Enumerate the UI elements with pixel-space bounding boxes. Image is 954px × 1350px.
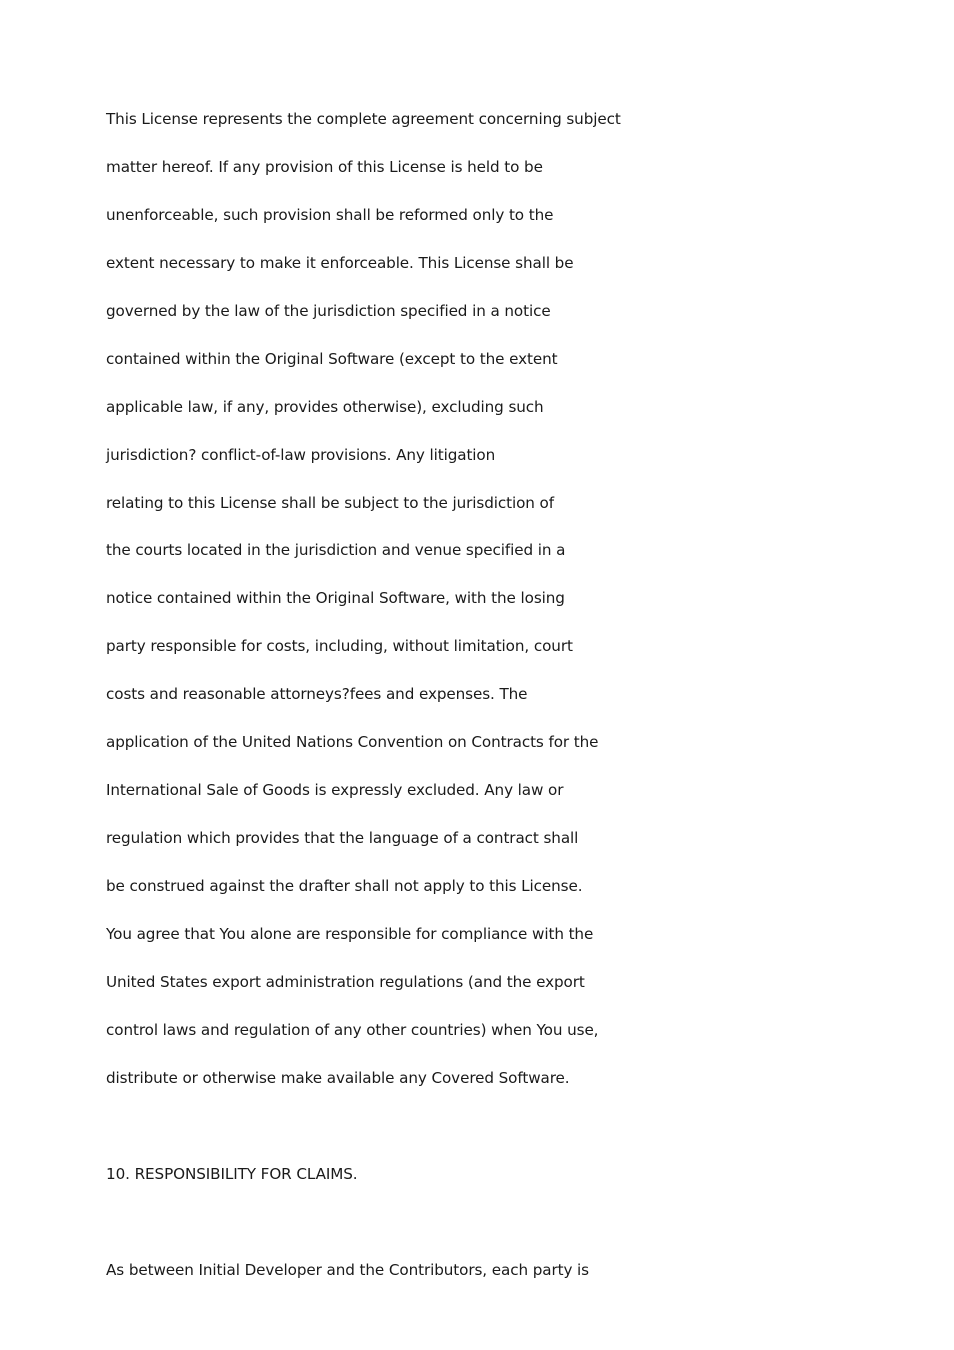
- text-line: You agree that You alone are responsible for compliance with the: [106, 924, 594, 943]
- text-line: application of the United Nations Convention on Contracts for the: [106, 733, 599, 752]
- text-line: party responsible for costs, including, without limitation, court: [106, 637, 573, 656]
- blank-line: [106, 1103, 826, 1151]
- text-line: be construed against the drafter shall not apply to this License.: [106, 877, 583, 895]
- text-line: International Sale of Goods is expressly excluded. Any law or: [106, 781, 564, 800]
- text-line: This License represents the complete agreement concerning subject: [106, 110, 621, 128]
- text-line: matter hereof. If any provision of this License is held to be: [106, 157, 543, 176]
- text-line: regulation which provides that the language of a contract shall: [106, 829, 579, 848]
- text-line: control laws and regulation of any other countries) when You use,: [106, 1020, 599, 1039]
- text-line: contained within the Original Software (except to the extent: [106, 349, 558, 368]
- text-line: applicable law, if any, provides otherwise), excluding such: [106, 397, 544, 416]
- text-line: costs and reasonable attorneys?fees and expenses. The: [106, 685, 528, 704]
- text-line: governed by the law of the jurisdiction specified in a notice: [106, 301, 551, 320]
- text-line: extent necessary to make it enforceable. This License shall be: [106, 253, 574, 272]
- document-body: [106, 96, 826, 1294]
- paragraph-governing-law: [106, 96, 826, 1103]
- section-heading: 10. RESPONSIBILITY FOR CLAIMS.: [106, 1164, 358, 1183]
- text-line: United States export administration regulations (and the export: [106, 972, 585, 991]
- text-line: distribute or otherwise make available any Covered Software.: [106, 1068, 570, 1087]
- text-line: relating to this License shall be subject to the jurisdiction of: [106, 493, 554, 512]
- text-line: As between Initial Developer and the Contributors, each party is: [106, 1260, 589, 1279]
- paragraph-responsibility: [106, 1247, 826, 1295]
- blank-line: [106, 1199, 826, 1247]
- text-line: unenforceable, such provision shall be reformed only to the: [106, 205, 554, 224]
- text-line: jurisdiction? conflict-of-law provisions. Any litigation: [106, 445, 496, 464]
- text-line: the courts located in the jurisdiction and venue specified in a: [106, 541, 566, 560]
- text-line: notice contained within the Original Software, with the losing: [106, 589, 565, 608]
